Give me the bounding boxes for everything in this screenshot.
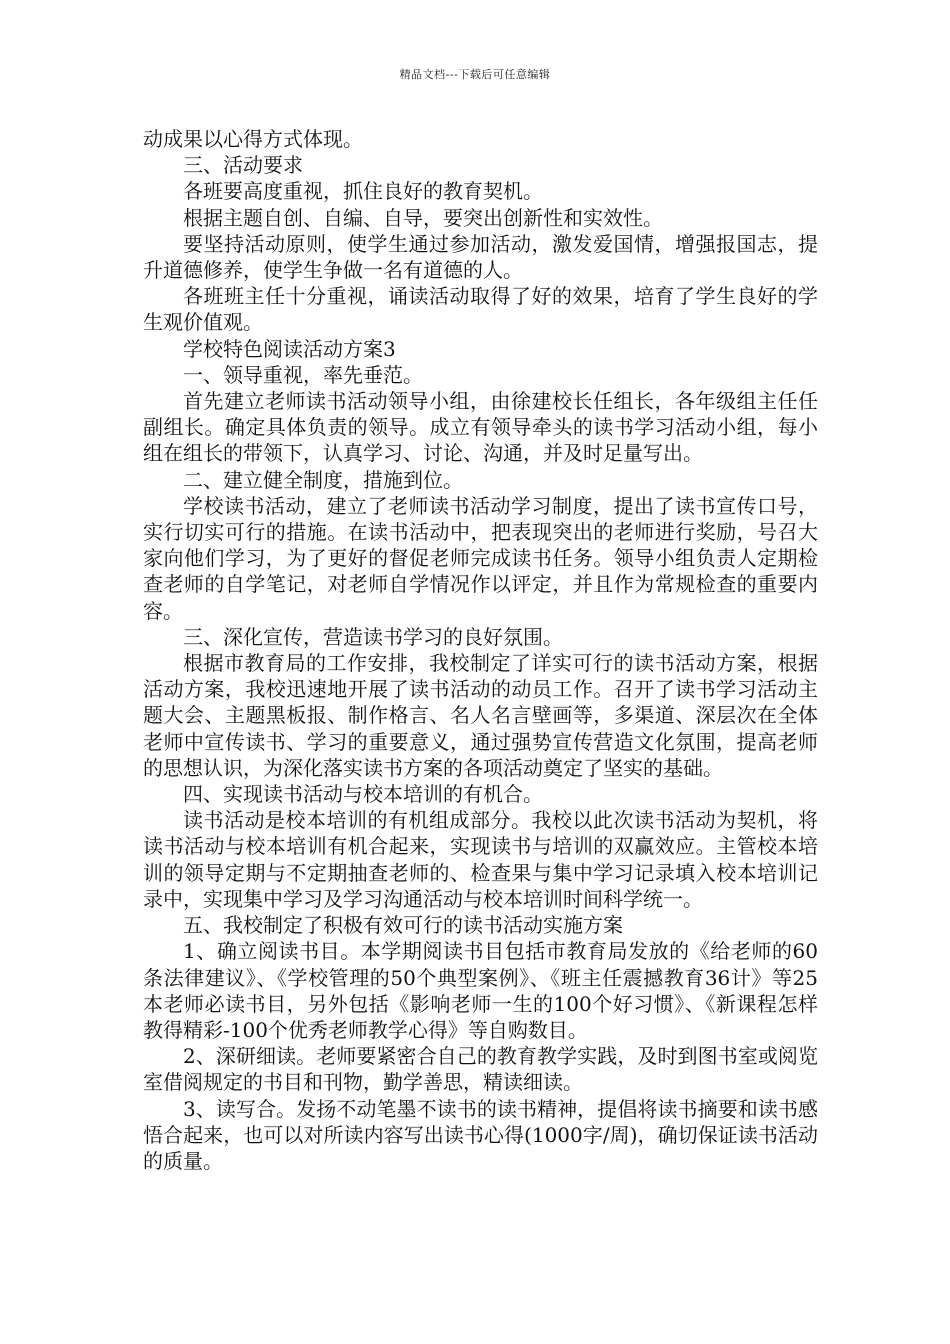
paragraph: 一、领导重视，率先垂范。 xyxy=(183,362,423,387)
paragraph: 学校特色阅读活动方案3 xyxy=(183,336,396,361)
page-header: 精品文档---下载后可任意编辑 xyxy=(399,68,551,81)
paragraph: 根据市教育局的工作安排，我校制定了详实可行的读书活动方案，根据活动方案，我校迅速地开展了读书活动的动员工作。召开了读书学习活动主题大会、主题黑板报、制作格言、名人名言壁画等，多渠道、深层次在全体老师中宣传读书、学习的重要意义，通过强势宣传营造文化氛围，提高老师的思想认识，为深化落实读书方案的各项活动奠定了坚实的基础。 xyxy=(143,651,818,780)
paragraph: 根据主题自创、自编、自导，要突出创新性和实效性。 xyxy=(183,205,663,230)
paragraph: 动成果以心得方式体现。 xyxy=(143,127,363,151)
paragraph: 3、读写合。发扬不动笔墨不读书的读书精神，提倡将读书摘要和读书感悟合起来，也可以对所读内容写出读书心得(1000字/周)，确切保证读书活动的质量。 xyxy=(143,1096,818,1173)
paragraph: 五、我校制定了积极有效可行的读书活动实施方案 xyxy=(183,913,623,938)
document-body xyxy=(143,126,818,1174)
paragraph: 三、活动要求 xyxy=(183,153,303,178)
paragraph: 各班要高度重视，抓住良好的教育契机。 xyxy=(183,179,543,204)
paragraph: 四、实现读书活动与校本培训的有机合。 xyxy=(183,782,543,807)
paragraph: 各班班主任十分重视，诵读活动取得了好的效果，培育了学生良好的学生观价值观。 xyxy=(143,284,818,335)
paragraph: 读书活动是校本培训的有机组成部分。我校以此次读书活动为契机，将读书活动与校本培训有机合起来，实现读书与培训的双赢效应。主管校本培训的领导定期与不定期抽查老师的、检查果与集中学习记录填入校本培训记录中，实现集中学习及学习沟通活动与校本培训时间科学统一。 xyxy=(143,808,818,911)
paragraph: 1、确立阅读书目。本学期阅读书目包括市教育局发放的《给老师的60条法律建议》、《学校管理的50个典型案例》、《班主任震撼教育36计》等25本老师必读书目，另外包括《影响老师一生的100个好习惯》、《新课程怎样教得精彩-100个优秀老师教学心得》等自购数目。 xyxy=(143,939,818,1042)
paragraph: 2、深研细读。老师要紧密合自己的教育教学实践，及时到图书室或阅览室借阅规定的书目和刊物，勤学善思，精读细读。 xyxy=(143,1044,818,1095)
paragraph: 要坚持活动原则，使学生通过参加活动，激发爱国情，增强报国志，提升道德修养，使学生争做一名有道德的人。 xyxy=(143,231,818,283)
paragraph: 首先建立老师读书活动领导小组，由徐建校长任组长，各年级组主任任副组长。确定具体负责的领导。成立有领导牵头的读书学习活动小组，每小组在组长的带领下，认真学习、讨论、沟通，并及时足量写出。 xyxy=(143,389,818,466)
paragraph: 三、深化宣传，营造读书学习的良好氛围。 xyxy=(183,624,563,649)
paragraph: 二、建立健全制度，措施到位。 xyxy=(183,467,463,492)
paragraph: 学校读书活动，建立了老师读书活动学习制度，提出了读书宣传口号，实行切实可行的措施。在读书活动中，把表现突出的老师进行奖励，号召大家向他们学习，为了更好的督促老师完成读书任务。领导小组负责人定期检查老师的自学笔记，对老师自学情况作以评定，并且作为常规检查的重要内容。 xyxy=(143,493,818,623)
